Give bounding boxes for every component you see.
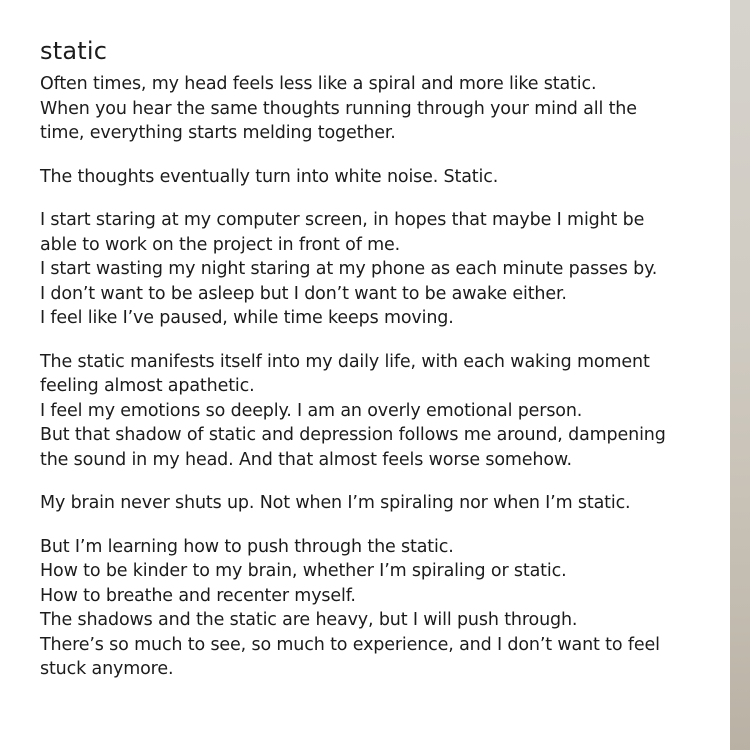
text-line: I start wasting my night staring at my phone as each minute passes by. xyxy=(40,259,658,279)
document-title: static xyxy=(40,37,108,65)
text-line: I start staring at my computer screen, in hopes that maybe I might be xyxy=(40,210,645,230)
text-line: I feel my emotions so deeply. I am an overly emotional person. xyxy=(40,400,583,421)
paragraph-1 xyxy=(40,72,728,146)
text-line: the sound in my head. And that almost feels worse somehow. xyxy=(40,449,572,470)
text-line: able to work on the project in front of me. xyxy=(40,234,401,255)
text-line: But that shadow of static and depression follows me around, dampening xyxy=(40,425,666,445)
text-line: Often times, my head feels less like a spiral and more like static. xyxy=(40,74,597,94)
text-line: stuck anymore. xyxy=(40,659,174,679)
text-line: time, everything starts melding together. xyxy=(40,123,396,143)
paragraph-4 xyxy=(40,350,728,473)
text-line: feeling almost apathetic. xyxy=(40,376,255,396)
text-line: I don’t want to be asleep but I don’t want to be awake either. xyxy=(40,283,567,304)
text-line: My brain never shuts up. Not when I’m spiraling nor when I’m static. xyxy=(40,493,631,513)
paragraph-2 xyxy=(40,165,728,190)
text-line: How to be kinder to my brain, whether I’m spiraling or static. xyxy=(40,561,567,581)
paragraph-6 xyxy=(40,535,728,682)
text-line: But I’m learning how to push through the static. xyxy=(40,536,454,557)
text-line: How to breathe and recenter myself. xyxy=(40,585,356,606)
text-line: The thoughts eventually turn into white noise. Static. xyxy=(40,166,499,187)
text-line: When you hear the same thoughts running through your mind all the xyxy=(40,98,637,119)
text-line: I feel like I’ve paused, while time keeps moving. xyxy=(40,308,454,328)
paragraph-5 xyxy=(40,491,728,516)
text-line: The shadows and the static are heavy, but I will push through. xyxy=(40,610,578,630)
document-body xyxy=(40,36,728,701)
text-line: There’s so much to see, so much to experience, and I don’t want to feel xyxy=(40,634,660,655)
page-edge-strip xyxy=(730,0,750,750)
paragraph-3 xyxy=(40,208,728,331)
text-line: The static manifests itself into my daily life, with each waking moment xyxy=(40,351,650,372)
